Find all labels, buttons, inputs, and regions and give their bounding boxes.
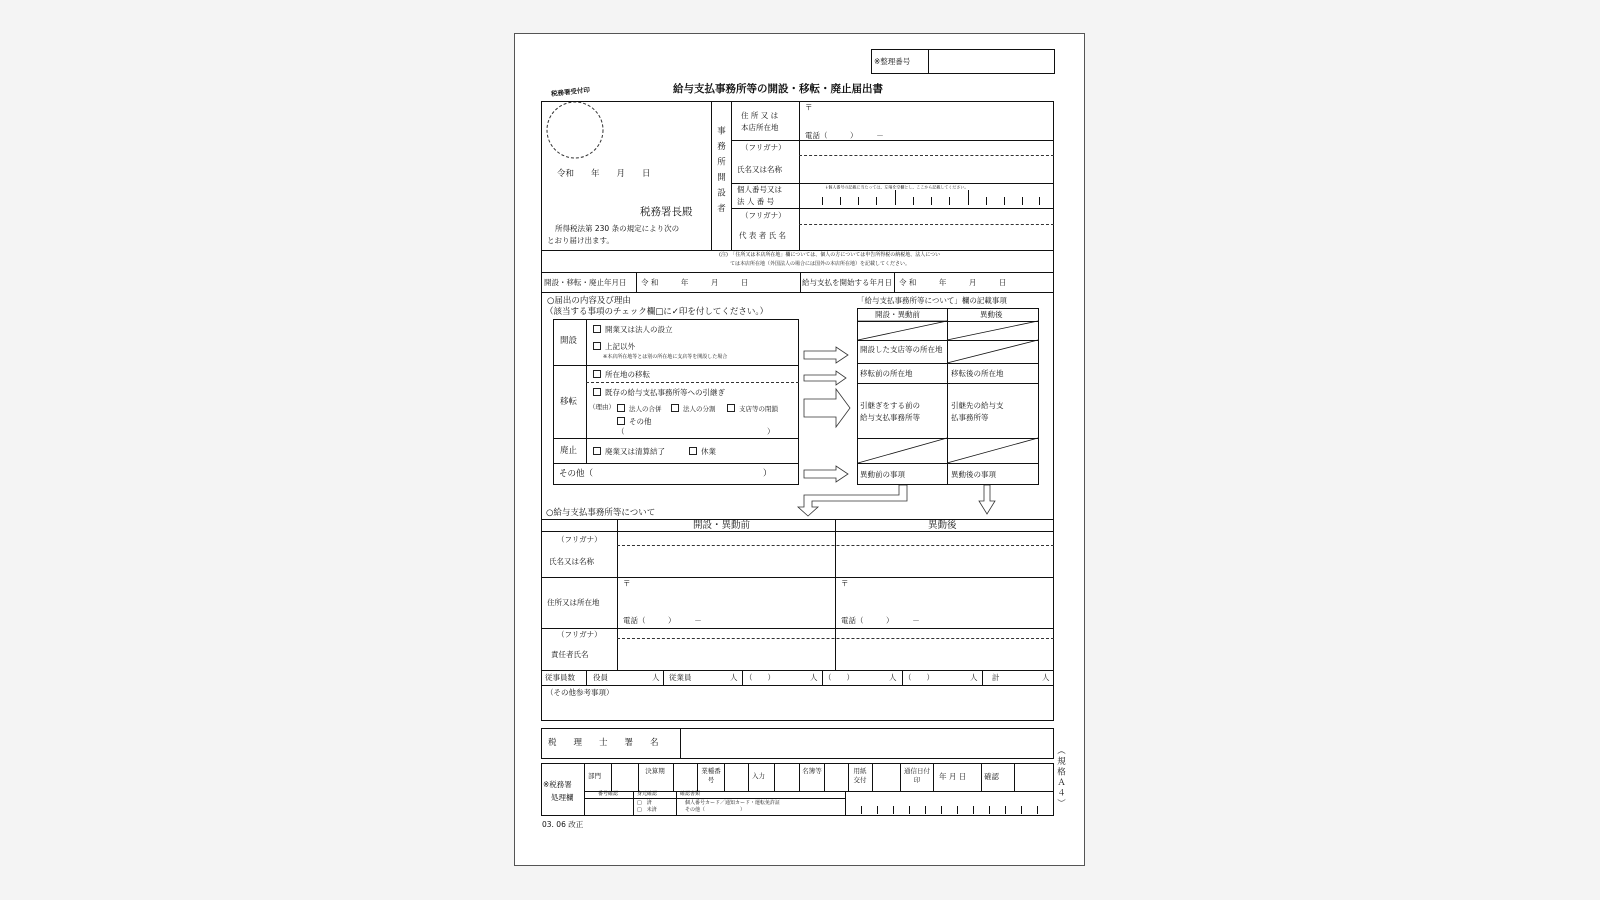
right-arrow-icon xyxy=(804,389,850,427)
open-item-2[interactable]: 上記以外 xyxy=(593,342,635,351)
cell-register: 名簿等 xyxy=(802,767,822,775)
rep-name-label: 代 表 者 氏 名 xyxy=(739,231,787,240)
revision-label: 03. 06 改正 xyxy=(542,820,584,829)
cell-dept: 部門 xyxy=(588,772,601,780)
move-item-1[interactable]: 所在地の移転 xyxy=(593,370,650,379)
move-date-label: 開設・移転・廃止年月日 xyxy=(544,278,627,287)
matrix-r5-before: 異動前の事項 xyxy=(860,470,905,479)
statement-line-2: とおり届け出ます。 xyxy=(547,236,614,245)
office-use-label-2: 処理欄 xyxy=(551,793,574,802)
opener-note-1: (注) 「住所又は本店所在地」欄については、個人の方については申告所得税の納税地、法人につい xyxy=(719,252,941,258)
furigana-label: （フリガナ） xyxy=(741,143,786,152)
manager-label: 責任者氏名 xyxy=(551,650,589,659)
payment-start-label: 給与支払を開始する年月日 xyxy=(802,278,892,287)
matrix-r3-before-2: 給与支払事務所等 xyxy=(860,413,920,422)
tax-accountant-label: 税 理 士 署 名 xyxy=(548,738,659,748)
reason-instruction: （該当する事項のチェック欄□に✓印を付してください。） xyxy=(545,307,769,317)
payment-start-value: 令 和 年 月 日 xyxy=(899,278,1007,287)
other-label: その他（ ） xyxy=(559,469,772,479)
reason-split[interactable]: 法人の分割 xyxy=(671,404,716,413)
right-arrow-icon xyxy=(804,347,848,363)
matrix-r3-after-1: 引継先の給与支 xyxy=(951,401,1004,410)
form-date: 令和 年 月 日 xyxy=(557,169,651,179)
blank1: （ ） xyxy=(745,673,775,682)
paper-size-label: （規格Ａ４） xyxy=(1055,746,1066,809)
matrix-col-after: 異動後 xyxy=(980,310,1003,319)
move-label: 移転 xyxy=(560,397,578,407)
matrix-r1-before: 開設した支店等の所在地 xyxy=(860,345,943,354)
office-use-label-1: ※税務署 xyxy=(543,780,572,789)
down-arrow-icon xyxy=(979,485,995,514)
opener-name-label: 氏名又は名称 xyxy=(737,165,782,174)
reason-other-blank: （ ） xyxy=(617,427,775,436)
total-label: 計 xyxy=(992,673,1000,682)
address-label-1: 住 所 又 は xyxy=(741,111,779,120)
matrix-r2-before: 移転前の所在地 xyxy=(860,369,913,378)
blank3: （ ） xyxy=(904,673,934,682)
open-item-1[interactable]: 開業又は法人の設立 xyxy=(593,325,673,334)
opener-note-2: ては本店所在地（外国法人の場合には国外の本店所在地）を記載してください。 xyxy=(730,261,911,267)
sub-number-check: 番号確認 xyxy=(598,791,619,797)
office-postal-after: 〒 xyxy=(841,579,849,588)
close-item-2[interactable]: 休業 xyxy=(689,447,716,456)
number-label-1: 個人番号又は xyxy=(737,185,782,194)
officers-label: 役員 xyxy=(593,673,608,682)
manager-furigana: （フリガナ） xyxy=(557,630,602,639)
office-furigana: （フリガナ） xyxy=(557,535,602,544)
staff-unit: 人 xyxy=(730,673,738,682)
reason-heading: ○届出の内容及び理由 xyxy=(547,296,631,306)
receipt-stamp-label: 税務署受付印 xyxy=(550,85,591,99)
close-item-1[interactable]: 廃業又は清算結了 xyxy=(593,447,665,456)
identity-opt-1: □ 済 xyxy=(637,800,652,806)
number-label-2: 法 人 番 号 xyxy=(737,197,775,206)
employees-label: 従事員数 xyxy=(545,673,575,682)
office-col-before: 開設・異動前 xyxy=(693,520,751,531)
total-unit: 人 xyxy=(1042,673,1050,682)
officers-unit: 人 xyxy=(652,673,660,682)
reason-other[interactable]: その他 xyxy=(617,417,652,426)
blank3-unit: 人 xyxy=(970,673,978,682)
reason-merger[interactable]: 法人の合併 xyxy=(617,404,662,413)
close-label: 廃止 xyxy=(560,446,578,456)
office-col-after: 異動後 xyxy=(928,520,957,531)
rep-furigana-label: （フリガナ） xyxy=(741,211,786,220)
statement-line-1: 所得税法第 230 条の規定により次の xyxy=(555,224,680,233)
postal-mark: 〒 xyxy=(805,103,813,112)
cell-input: 入力 xyxy=(752,772,765,780)
cell-industry: 業種番号 xyxy=(701,767,721,784)
matrix-r3-after-2: 払事務所等 xyxy=(951,413,989,422)
other-notes-label: （その他参考事項） xyxy=(546,688,614,697)
ref-number-label: ※整理番号 xyxy=(874,57,911,66)
open-label: 開設 xyxy=(560,336,578,346)
office-phone-before: 電話（ ） － xyxy=(623,616,702,625)
opener-side-label: 事務所開設者 xyxy=(715,126,726,219)
matrix-r5-after: 異動後の事項 xyxy=(951,470,996,479)
cell-fiscal: 決算期 xyxy=(645,767,665,775)
recipient: 税務署長殿 xyxy=(640,206,693,218)
matrix-box xyxy=(857,308,1039,485)
blank2-unit: 人 xyxy=(889,673,897,682)
tax-form-page xyxy=(514,33,1085,866)
office-postal-before: 〒 xyxy=(623,579,631,588)
doc-list-2: その他（ ） xyxy=(685,807,746,813)
cell-stamp: 通信日付印 xyxy=(904,767,930,784)
reason-closure[interactable]: 支店等の閉鎖 xyxy=(727,404,778,413)
blank1-unit: 人 xyxy=(810,673,818,682)
cell-confirm: 確認 xyxy=(984,772,999,781)
reason-prefix: （理由） xyxy=(589,403,615,411)
form-title: 給与支払事務所等の開設・移転・廃止届出書 xyxy=(673,83,883,95)
down-arrow-icon xyxy=(798,485,907,516)
opener-phone: 電話（ ） － xyxy=(805,131,884,140)
matrix-heading: 「給与支払事務所等について」欄の記載事項 xyxy=(857,296,1007,305)
number-note: ↓個人番号の記載に当たっては、左端を空欄とし、ここから記載してください。 xyxy=(825,185,969,190)
office-phone-after: 電話（ ） － xyxy=(841,616,920,625)
matrix-col-before: 開設・異動前 xyxy=(875,310,920,319)
matrix-r2-after: 移転後の所在地 xyxy=(951,369,1004,378)
matrix-r3-before-1: 引継ぎをする前の xyxy=(860,401,920,410)
identity-opt-2: □ 未済 xyxy=(637,807,657,813)
cell-date: 年 月 日 xyxy=(939,772,967,781)
move-date-value: 令 和 年 月 日 xyxy=(641,278,749,287)
right-arrow-icon xyxy=(804,466,848,482)
staff-label: 従業員 xyxy=(669,673,692,682)
office-address-label: 住所又は所在地 xyxy=(547,598,600,607)
office-use-box xyxy=(541,763,1054,816)
address-label-2: 本店所在地 xyxy=(741,123,779,132)
doc-list-1: 個人番号カード／通知カード・運転免許証 xyxy=(685,800,781,806)
sub-identity-check: 身元確認 xyxy=(637,791,658,797)
move-item-2[interactable]: 既存の給与支払事務所等への引継ぎ xyxy=(593,388,725,397)
office-heading: ○給与支払事務所等について xyxy=(546,508,656,518)
office-name-label: 氏名又は名称 xyxy=(549,557,594,566)
blank2: （ ） xyxy=(824,673,854,682)
open-note: ※本店所在地等とは別の所在地に支店等を開設した場合 xyxy=(603,354,728,360)
sub-documents: 確認書類 xyxy=(680,791,701,797)
right-arrow-icon xyxy=(804,371,846,385)
cell-paper: 用紙交付 xyxy=(853,767,867,784)
